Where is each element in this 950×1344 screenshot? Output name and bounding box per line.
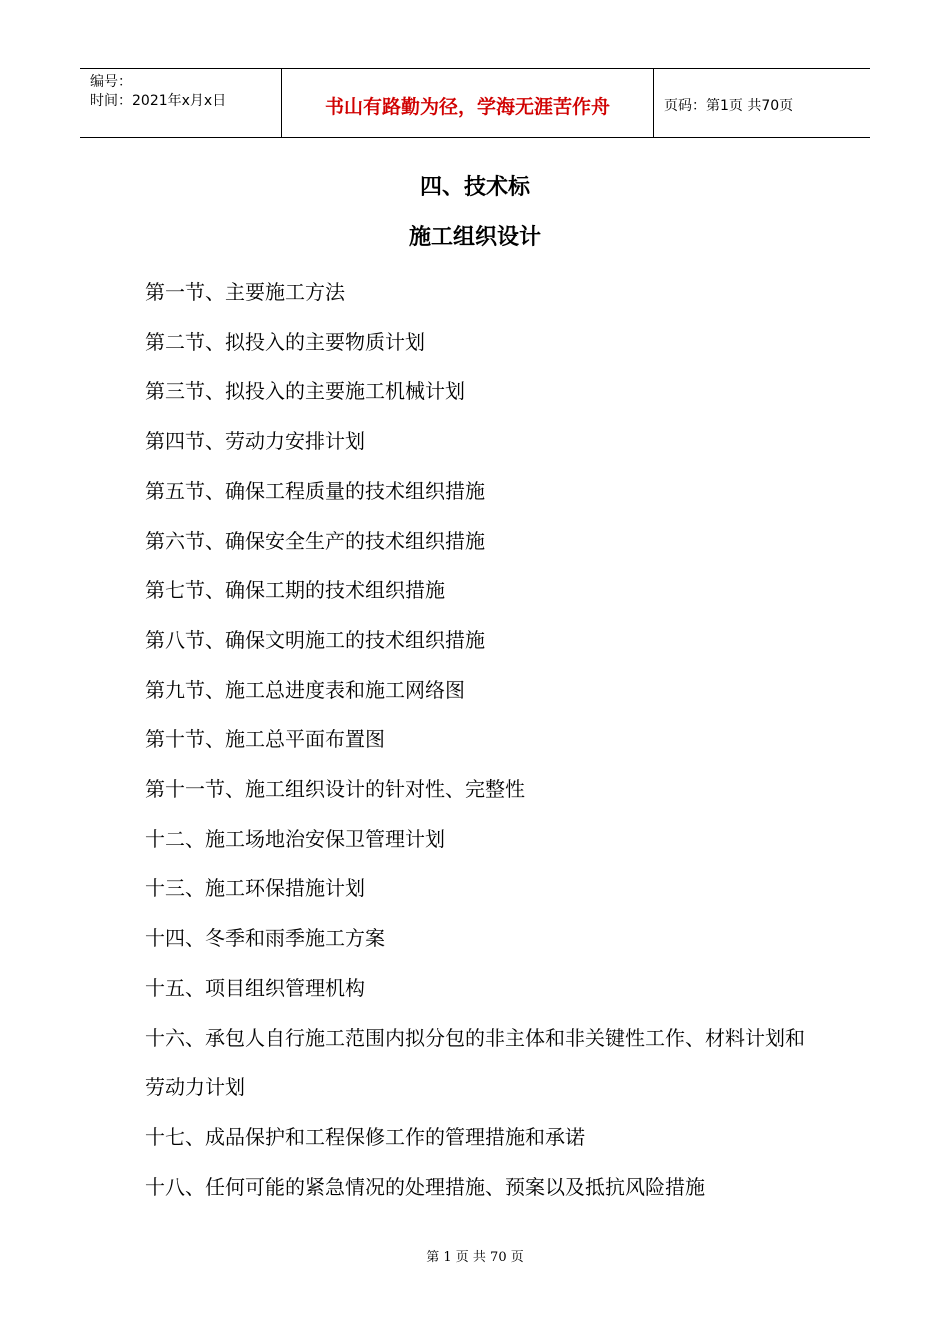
header-motto-cell	[282, 69, 654, 137]
document-number-label: 编号：	[90, 74, 132, 90]
toc-item: 第六节、确保安全生产的技术组织措施	[145, 528, 485, 553]
header-meta-cell	[80, 69, 282, 137]
document-date-label: 时间：2021年x月x日	[90, 93, 227, 109]
toc-item: 第四节、劳动力安排计划	[145, 429, 365, 454]
toc-item: 十八、任何可能的紧急情况的处理措施、预案以及抵抗风险措施	[145, 1174, 705, 1199]
document-title: 四、技术标	[419, 175, 530, 200]
toc-item: 第五节、确保工程质量的技术组织措施	[145, 478, 485, 503]
toc-item: 十二、施工场地治安保卫管理计划	[145, 826, 445, 851]
toc-item: 十四、冬季和雨季施工方案	[145, 926, 385, 951]
toc-item: 第十节、施工总平面布置图	[145, 727, 385, 752]
header-page-info: 页码：第1页 共70页	[664, 98, 794, 114]
header-page-cell	[654, 69, 870, 137]
toc-item: 第七节、确保工期的技术组织措施	[145, 578, 445, 603]
toc-item: 第三节、拟投入的主要施工机械计划	[145, 379, 465, 404]
document-header-table	[80, 68, 870, 138]
toc-item: 十七、成品保护和工程保修工作的管理措施和承诺	[145, 1124, 585, 1149]
document-subtitle: 施工组织设计	[408, 225, 541, 250]
toc-item: 第九节、施工总进度表和施工网络图	[145, 677, 465, 702]
toc-item: 第一节、主要施工方法	[145, 280, 345, 304]
toc-item: 第十一节、施工组织设计的针对性、完整性	[145, 777, 525, 802]
toc-item: 十六、承包人自行施工范围内拟分包的非主体和非关键性工作、材料计划和劳动力计划	[145, 1025, 805, 1100]
page-footer: 第 1 页 共 70 页	[426, 1250, 524, 1265]
toc-item: 第二节、拟投入的主要物质计划	[145, 329, 425, 354]
toc-item: 第八节、确保文明施工的技术组织措施	[145, 627, 485, 652]
toc-item: 十三、施工环保措施计划	[145, 876, 365, 901]
toc-item: 十五、项目组织管理机构	[145, 975, 365, 1000]
header-motto: 书山有路勤为径，学海无涯苦作舟	[324, 95, 610, 118]
table-of-contents	[145, 268, 815, 1212]
